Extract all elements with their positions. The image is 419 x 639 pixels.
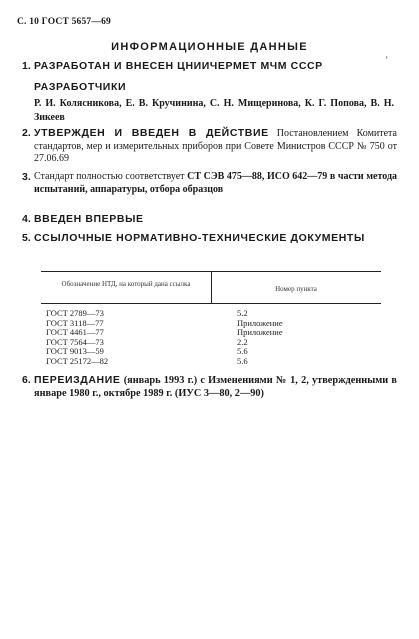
page-header: С. 10 ГОСТ 5657—69 — [17, 17, 111, 27]
developers-list: Р. И. Колясникова, Е. В. Кручинина, С. Н. Мищеринова, К. Г. Попова, В. Н. Зикеев — [34, 98, 394, 123]
section-6-heading: ПЕРЕИЗДАНИЕ — [34, 374, 121, 386]
section-1-text: РАЗРАБОТАН И ВНЕСЕН ЦНИИЧЕРМЕТ МЧМ СССР — [34, 60, 323, 72]
section-number: 1. — [22, 60, 31, 72]
stray-mark: ' — [386, 55, 388, 65]
document-title: ИНФОРМАЦИОННЫЕ ДАННЫЕ — [111, 41, 308, 53]
reference-table — [41, 271, 381, 374]
column-header-document: Обозначение НТД, на который дана ссылка — [61, 280, 191, 288]
table-cell-item: 5.2 — [237, 308, 248, 318]
section-number: 3. — [22, 171, 31, 183]
section-number: 6. — [22, 374, 31, 386]
section-3 — [22, 171, 397, 196]
table-cell-item: Приложение — [237, 327, 283, 338]
section-6-text: (январь 1993 г.) с Изменениями № 1, 2, утвержденными в январе 1980 г., октябре 1989 г. (ИУС 3—80, 2—90) — [34, 375, 397, 399]
table-cell-document: ГОСТ 2789—73 — [46, 308, 104, 318]
section-3-standards: СТ СЭВ 475—88, ИСО 642—79 в части метода испытаний, аппаратуры, отбора образцов — [34, 171, 398, 195]
table-cell-document: ГОСТ 7564—73 — [46, 336, 104, 347]
section-2-heading: УТВЕРЖДЕН И ВВЕДЕН В ДЕЙСТВИЕ — [34, 127, 269, 139]
section-3-lead: Стандарт полностью соответствует — [34, 171, 188, 182]
table-cell-document: ГОСТ 4461—77 — [46, 327, 104, 338]
developers-heading: РАЗРАБОТЧИКИ — [34, 81, 127, 93]
table-cell-document: ГОСТ 3118—77 — [46, 317, 104, 328]
table-cell-item: 5.6 — [237, 346, 248, 357]
section-1 — [22, 60, 397, 74]
table-cell-item: Приложение — [237, 317, 283, 328]
table-cell-document: ГОСТ 9013—59 — [46, 346, 104, 357]
table-cell-item: 5.6 — [237, 356, 248, 366]
table-cell-item: 2.2 — [237, 336, 248, 347]
section-number: 5. — [22, 232, 31, 244]
section-2-text: Постановлением Комитета стандартов, мер и измерительных приборов при Совете Министров СССР № 750 от 27.06.69 — [34, 128, 397, 164]
table-cell-document: ГОСТ 25172—82 — [46, 356, 109, 366]
section-5-text: ССЫЛОЧНЫЕ НОРМАТИВНО-ТЕХНИЧЕСКИЕ ДОКУМЕНТЫ — [34, 232, 365, 244]
section-2 — [22, 127, 397, 166]
section-5 — [22, 232, 397, 245]
column-header-item: Номер пункта — [275, 285, 317, 293]
table-header-rule — [41, 303, 381, 304]
section-6 — [22, 374, 397, 400]
section-number: 2. — [22, 127, 31, 139]
section-4-text: ВВЕДЕН ВПЕРВЫЕ — [34, 213, 144, 225]
section-number: 4. — [22, 213, 31, 225]
section-4 — [22, 213, 397, 227]
